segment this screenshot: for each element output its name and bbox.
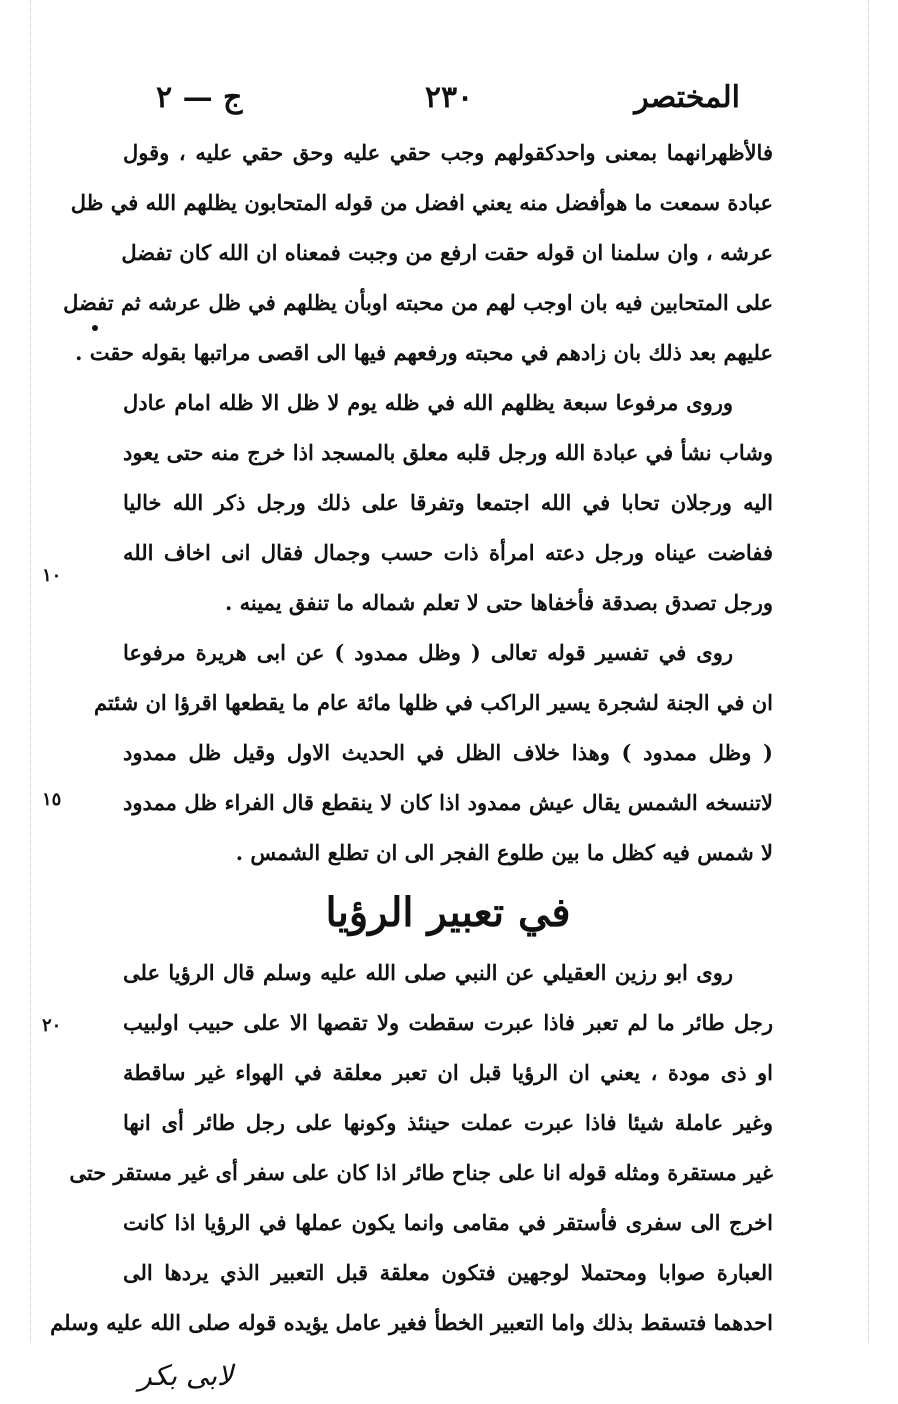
text-line: رجل طائر ما لم تعبر فاذا عبرت سقطت ولا تقصها الا على حبيب اولبيب	[123, 1010, 773, 1035]
text-line: عليهم بعد ذلك بان زادهم في محبته ورفعهم فيها الى اقصى مراتبها بقوله حقت .	[75, 340, 773, 365]
text-line: روى في تفسير قوله تعالى ( وظل ممدود ) عن ابى هريرة مرفوعا	[123, 640, 733, 665]
text-line: ورجل تصدق بصدقة فأخفاها حتى لا تعلم شماله ما تنفق يمينه .	[225, 590, 773, 615]
catchword: لابى بكر	[138, 1359, 233, 1392]
text-line: غير مستقرة ومثله قوله انا على جناح طائر اذا كان على سفر أى غير مستقر حتى	[69, 1160, 773, 1185]
text-line: عرشه ، وان سلمنا ان قوله حقت ارفع من وجبت فمعناه ان الله كان تفضل	[121, 240, 773, 265]
page-header	[150, 78, 748, 118]
text-line: اخرج الى سفرى فأستقر في مقامى وانما يكون عملها في الرؤيا اذا كانت	[123, 1210, 773, 1235]
text-line: وروى مرفوعا سبعة يظلهم الله في ظله يوم لا ظل الا ظله امام عادل	[123, 390, 733, 415]
text-line: العبارة صوابا ومحتملا لوجهين فتكون معلقة قبل التعبير الذي يردها الى	[123, 1260, 773, 1285]
margin-line-number: ١٠	[42, 565, 62, 586]
scan-fold-line	[30, 0, 31, 1343]
text-line: على المتحابين فيه بان اوجب لهم من محبته اوبأن يظلهم في ظل عرشه ثم تفضل	[63, 290, 773, 315]
text-line: لا شمس فيه كظل ما بين طلوع الفجر الى ان تطلع الشمس .	[235, 840, 773, 865]
text-line: لاتنسخه الشمس يقال عيش ممدود اذا كان لا ينقطع قال الفراء ظل ممدود	[123, 790, 773, 815]
text-line: او ذى مودة ، يعني ان الرؤيا قبل ان تعبر معلقة في الهواء غير ساقطة	[123, 1060, 773, 1085]
text-line: عبادة سمعت ما هوأفضل منه يعني افضل من قوله المتحابون يظلهم الله في ظل	[70, 190, 773, 215]
text-line: روى ابو رزين العقيلي عن النبي صلى الله عليه وسلم قال الرؤيا على	[123, 960, 733, 985]
text-line: فالأظهرانهما بمعنى واحدكقولهم وجب حقي عليه وحق حقي عليه ، وقول	[123, 140, 773, 165]
text-line: ( وظل ممدود ) وهذا خلاف الظل في الحديث الاول وقيل ظل ممدود	[123, 740, 773, 765]
page-number: ٢٣٠	[424, 80, 474, 115]
text-line: وغير عاملة شيئا فاذا عبرت عملت حينئذ وكونها على رجل طائر أى انها	[123, 1110, 773, 1135]
margin-line-number: ١٥	[42, 789, 62, 810]
volume-label: ج — ٢	[156, 80, 243, 115]
scan-fold-line	[868, 0, 869, 1343]
text-line: احدهما فتسقط بذلك واما التعبير الخطأ فغير عامل يؤيده قوله صلى الله عليه وسلم	[50, 1310, 773, 1335]
section-heading: في تعبير الرؤيا	[325, 889, 571, 936]
text-line: وشاب نشأ في عبادة الله ورجل قلبه معلق بالمسجد اذا خرج منه حتى يعود	[123, 440, 773, 465]
running-title: المختصر	[634, 80, 740, 115]
text-line: ان في الجنة لشجرة يسير الراكب في ظلها مائة عام ما يقطعها اقرؤا ان شئتم	[93, 690, 773, 715]
margin-line-number: ٢٠	[42, 1015, 62, 1036]
text-line: اليه ورجلان تحابا في الله اجتمعا وتفرقا على ذلك ورجل ذكر الله خاليا	[123, 490, 773, 515]
text-line: ففاضت عيناه ورجل دعته امرأة ذات حسب وجمال فقال انى اخاف الله	[123, 540, 773, 565]
